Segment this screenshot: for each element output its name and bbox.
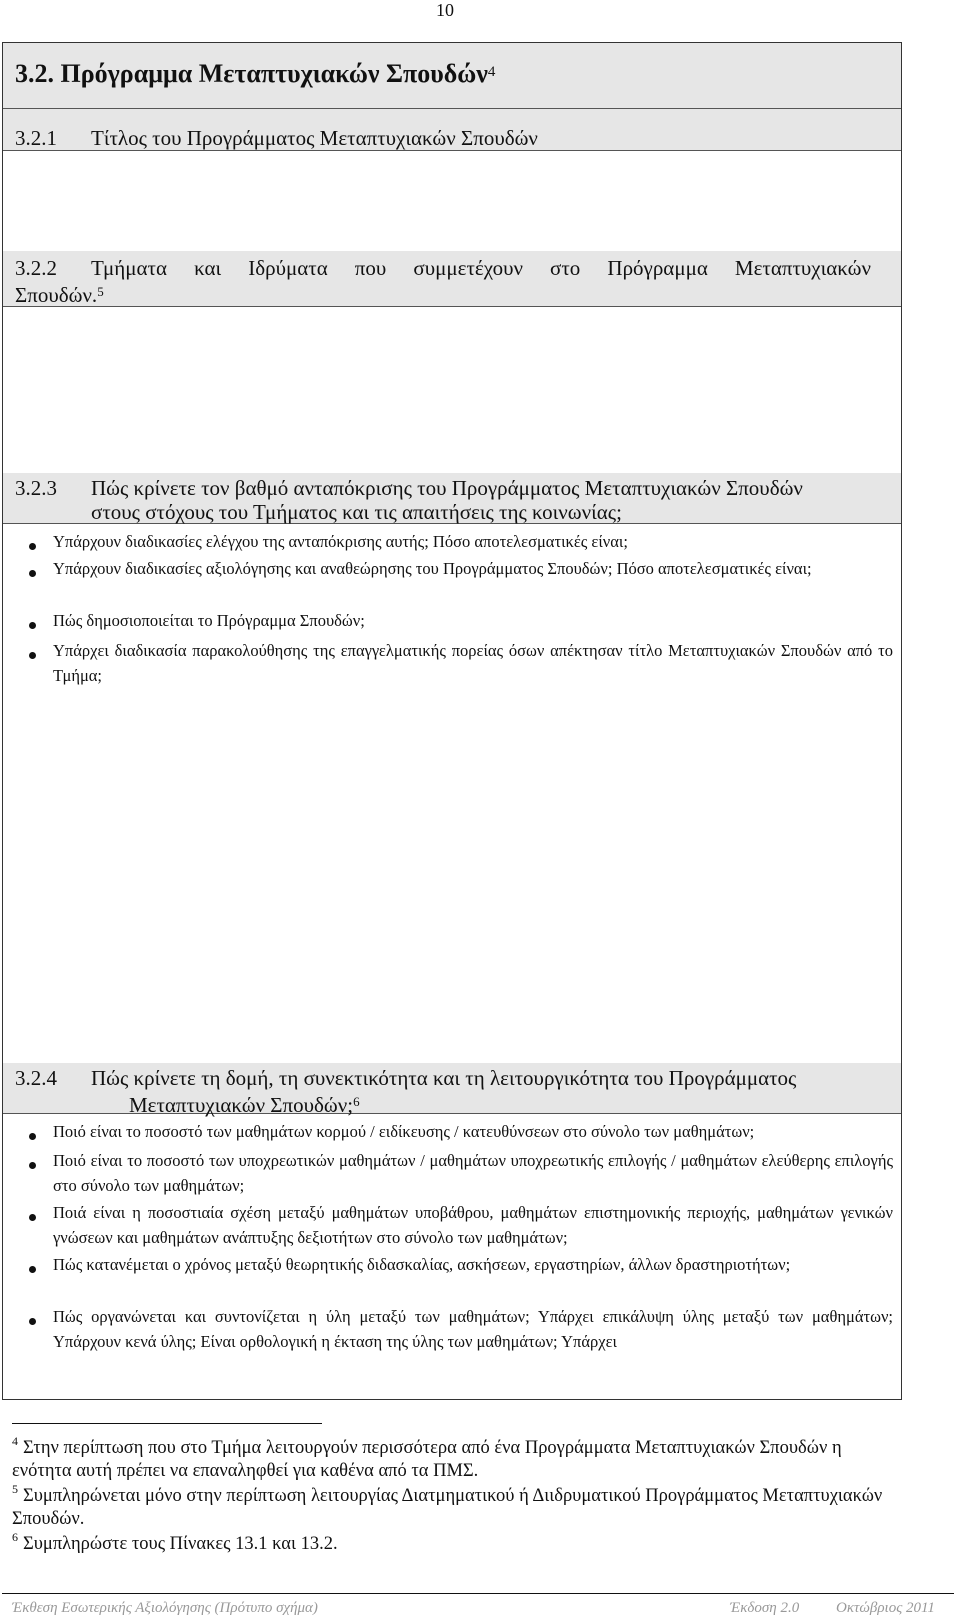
subsection-3-2-4-title-line1: Πώς κρίνετε τη δομή, τη συνεκτικότητα και τη λειτουργικότητα του Προγράμματος <box>91 1066 797 1090</box>
list-item: Ποιό είναι το ποσοστό των μαθημάτων κορμού / ειδίκευσης / κατευθύνσεων στο σύνολο των μαθημάτων; <box>53 1122 755 1141</box>
page-number: 10 <box>436 0 454 20</box>
subsection-3-2-3-number: 3.2.3 <box>15 476 57 500</box>
subsection-3-2-1-number: 3.2.1 <box>15 126 57 150</box>
footnote-separator <box>12 1423 322 1424</box>
subsection-3-2-1-title: Τίτλος του Προγράμματος Μεταπτυχιακών Σπουδών <box>91 126 538 150</box>
footer-separator <box>2 1593 954 1594</box>
bullet-icon <box>29 622 36 629</box>
footer-date: Οκτώβριος 2011 <box>836 1600 935 1616</box>
subsection-3-2-3-title-line1: Πώς κρίνετε τον βαθμό ανταπόκρισης του Προγράμματος Μεταπτυχιακών Σπουδών <box>91 476 803 500</box>
footnote-ref-4: 4 <box>487 64 496 80</box>
footnote-ref-6: 6 <box>353 1094 360 1109</box>
answer-area-3-2-1[interactable] <box>3 152 901 252</box>
bullet-icon <box>29 570 36 577</box>
form-frame <box>2 42 902 1400</box>
list-item: Ποιό είναι το ποσοστό των υποχρεωτικών μαθημάτων / μαθημάτων υποχρεωτικής επιλογής / μαθημάτων ελεύθερης επιλογής στο σύνολο των μαθημάτων; <box>53 1151 893 1195</box>
footnote-4: $^4$ Στην περίπτωση που στο Τμήμα λειτουργούν περισσότερα από ένα Προγράμματα Μεταπτυχιακών Σπουδών η ενότητα αυτή πρέπει να επαναληφθεί για καθένα από τα ΠΜΣ. <box>12 1434 842 1481</box>
list-item: Υπάρχει διαδικασία παρακολούθησης της επαγγελματικής πορείας όσων απέκτησαν τίτλο Μεταπτυχιακών Σπουδών από το Τμήμα; <box>53 641 893 685</box>
bullet-icon <box>29 543 36 550</box>
footer-version: Έκδοση 2.0 <box>730 1600 800 1616</box>
list-item: Πώς δημοσιοποιείται το Πρόγραμμα Σπουδών; <box>53 611 365 630</box>
footnote-5: $^5$ Συμπληρώνεται μόνο στην περίπτωση λειτουργίας Διατμηματικού ή Διιδρυματικού Προγράμματος Μεταπτυχιακών Σπουδών. <box>12 1482 883 1529</box>
subsection-3-2-2-title-line2: Σπουδών.$^5$ <box>15 283 104 307</box>
subsection-3-2-4-title-line2: Μεταπτυχιακών Σπουδών;$^6$ <box>129 1093 360 1117</box>
list-item: Πώς οργανώνεται και συντονίζεται η ύλη μεταξύ των μαθημάτων; Υπάρχει επικάλυψη ύλης μεταξύ των μαθημάτων; Υπάρχουν κενά ύλης; Είναι ορθολογική η έκταση της ύλης των μαθημάτων; Υπάρχει <box>53 1307 893 1351</box>
section-title: 3.2. Πρόγραμμα Μεταπτυχιακών Σπουδών$^4$ <box>15 59 496 88</box>
list-item: Υπάρχουν διαδικασίες αξιολόγησης και αναθεώρησης του Προγράμματος Σπουδών; Πόσο αποτελεσματικές είναι; <box>53 559 812 578</box>
answer-area-3-2-2[interactable] <box>3 308 901 473</box>
subsection-3-2-2-title-line1: Τμήματα και Ιδρύματα που συμμετέχουν στο Πρόγραμμα Μεταπτυχιακών <box>91 256 871 280</box>
subsection-3-2-4-number: 3.2.4 <box>15 1066 57 1090</box>
footnote-6: $^6$ Συμπληρώστε τους Πίνακες 13.1 και 13.2. <box>12 1530 338 1554</box>
answer-area-3-2-3[interactable] <box>3 693 901 1063</box>
list-item: Πώς κατανέμεται ο χρόνος μεταξύ θεωρητικής διδασκαλίας, ασκήσεων, εργαστηρίων, άλλων δραστηριοτήτων; <box>53 1255 791 1274</box>
footnote-ref-5: 5 <box>97 284 104 299</box>
bullet-icon <box>29 1133 36 1140</box>
footer-document-title: Έκθεση Εσωτερικής Αξιολόγησης (Πρότυπο σχήμα) <box>12 1600 318 1616</box>
bullet-icon <box>29 652 36 659</box>
bullet-icon <box>29 1162 36 1169</box>
list-item: Υπάρχουν διαδικασίες ελέγχου της ανταπόκρισης αυτής; Πόσο αποτελεσματικές είναι; <box>53 532 628 551</box>
subsection-3-2-2-number: 3.2.2 <box>15 256 57 280</box>
bullet-icon <box>29 1266 36 1273</box>
list-item: Ποιά είναι η ποσοστιαία σχέση μεταξύ μαθημάτων υποβάθρου, μαθημάτων επιστημονικής περιοχής, μαθημάτων γενικών γνώσεων και μαθημάτων ανάπτυξης δεξιοτήτων στο σύνολο των μαθημάτων; <box>53 1203 893 1247</box>
subsection-3-2-3-title-line2: στους στόχους του Τμήματος και τις απαιτήσεις της κοινωνίας; <box>91 500 622 524</box>
bullet-icon <box>29 1214 36 1221</box>
bullet-icon <box>29 1318 36 1325</box>
